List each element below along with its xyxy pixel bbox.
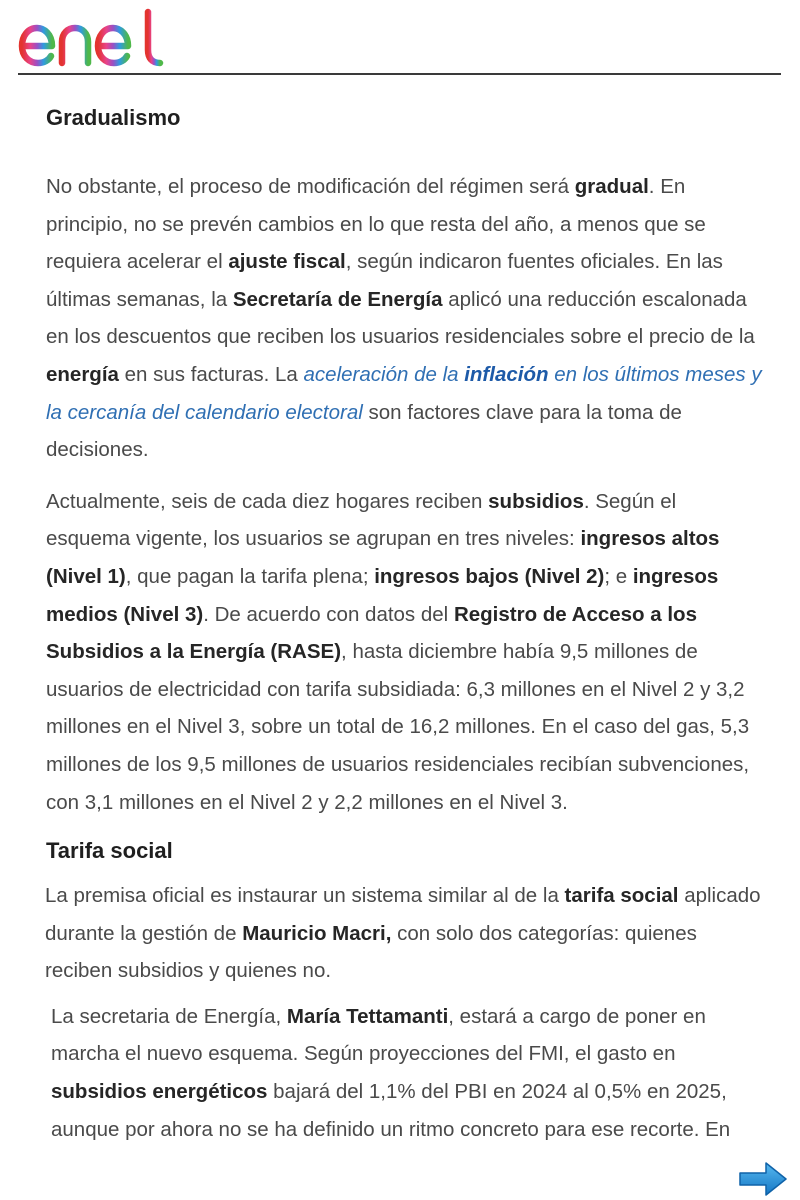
bold-run: subsidios energéticos (51, 1080, 268, 1104)
text-run: . Según el esquema vigente, los usuarios se agrupan en tres niveles: (46, 489, 677, 551)
bold-run: subsidios (488, 489, 584, 513)
enel-logo[interactable] (16, 6, 176, 70)
site-header (0, 0, 800, 76)
text-run: con solo dos categorías: quienes reciben subsidios y quienes no. (45, 921, 697, 983)
text-run: No obstante, el proceso de modificación del régimen será (46, 175, 575, 198)
paragraph-premisa (45, 877, 766, 990)
bold-run: ingresos altos (Nivel 1) (46, 527, 720, 588)
text-run: . En principio, no se prevén cambios en lo que resta del año, a menos que se requiera acelerar el (46, 175, 706, 274)
text-run: aplicado durante la gestión de (45, 884, 761, 945)
bold-run: Secretaría de Energía (232, 287, 443, 311)
text-run: ; e (604, 564, 633, 588)
text-run: aplicó una reducción escalonada en los descuentos que reciben los usuarios residenciales sobre el precio de la (46, 287, 755, 349)
bold-run: Mauricio Macri, (242, 921, 392, 945)
bold-run: María Tettamanti (286, 1004, 449, 1028)
section-heading-gradualismo: Gradualismo (46, 105, 181, 130)
paragraph-secretaria (51, 998, 766, 1148)
text-run: , estará a cargo de poner en marcha el nuevo esquema. Según proyecciones del FMI, el gasto en (51, 1004, 706, 1066)
text-run: son factores clave para la toma de decisiones. (46, 400, 682, 462)
text-run: bajará del 1,1% del PBI en 2024 al 0,5% en 2025, aunque por ahora no se ha definido un ritmo concreto para ese recorte. En (51, 1080, 731, 1141)
text-run: , que pagan la tarifa plena; (125, 564, 375, 588)
section-heading-tarifa-social: Tarifa social (46, 838, 173, 864)
text-run: , hasta diciembre había 9,5 millones de usuarios de electricidad con tarifa subsidiada: 6,3 millones en el Nivel 2 y 3,2 millones en el Nivel 3, sobre un total de 16,2 millones. En el caso del gas, 5,3 millones de los 9,5 millones de usuarios residenciales recibían subvenciones, con 3,1 millones en el Nivel 2 y 2,2 millones en el Nivel 3. (46, 640, 750, 814)
text-run: en sus facturas. La (118, 362, 304, 386)
article-body (46, 96, 766, 1148)
bold-run: ingresos bajos (Nivel 2) (374, 564, 605, 588)
text-run: La secretaria de Energía, (51, 1004, 287, 1028)
link-bold-text[interactable]: inflación (464, 362, 549, 386)
paragraph-gradualismo (46, 168, 766, 469)
arrow-right-icon[interactable] (738, 1160, 788, 1198)
link-text[interactable]: aceleración de la (303, 362, 465, 386)
bold-run: tarifa social (564, 884, 679, 908)
header-divider (18, 73, 781, 75)
text-run: , según indicaron fuentes oficiales. En las últimas semanas, la (46, 250, 723, 311)
paragraph-subsidios (46, 483, 766, 821)
bold-run: energía (46, 362, 119, 386)
text-run: Actualmente, seis de cada diez hogares reciben (46, 489, 489, 513)
text-run: La premisa oficial es instaurar un sistema similar al de la (45, 884, 565, 908)
bold-run: Registro de Acceso a los Subsidios a la Energía (RASE) (46, 602, 697, 664)
bold-run: ingresos medios (Nivel 3) (46, 564, 719, 626)
bold-run: ajuste fiscal (228, 250, 346, 274)
text-run: . De acuerdo con datos del (203, 602, 454, 626)
bold-run: gradual (574, 175, 649, 198)
link-text[interactable]: en los últimos meses y la cercanía del calendario electoral (46, 362, 762, 424)
